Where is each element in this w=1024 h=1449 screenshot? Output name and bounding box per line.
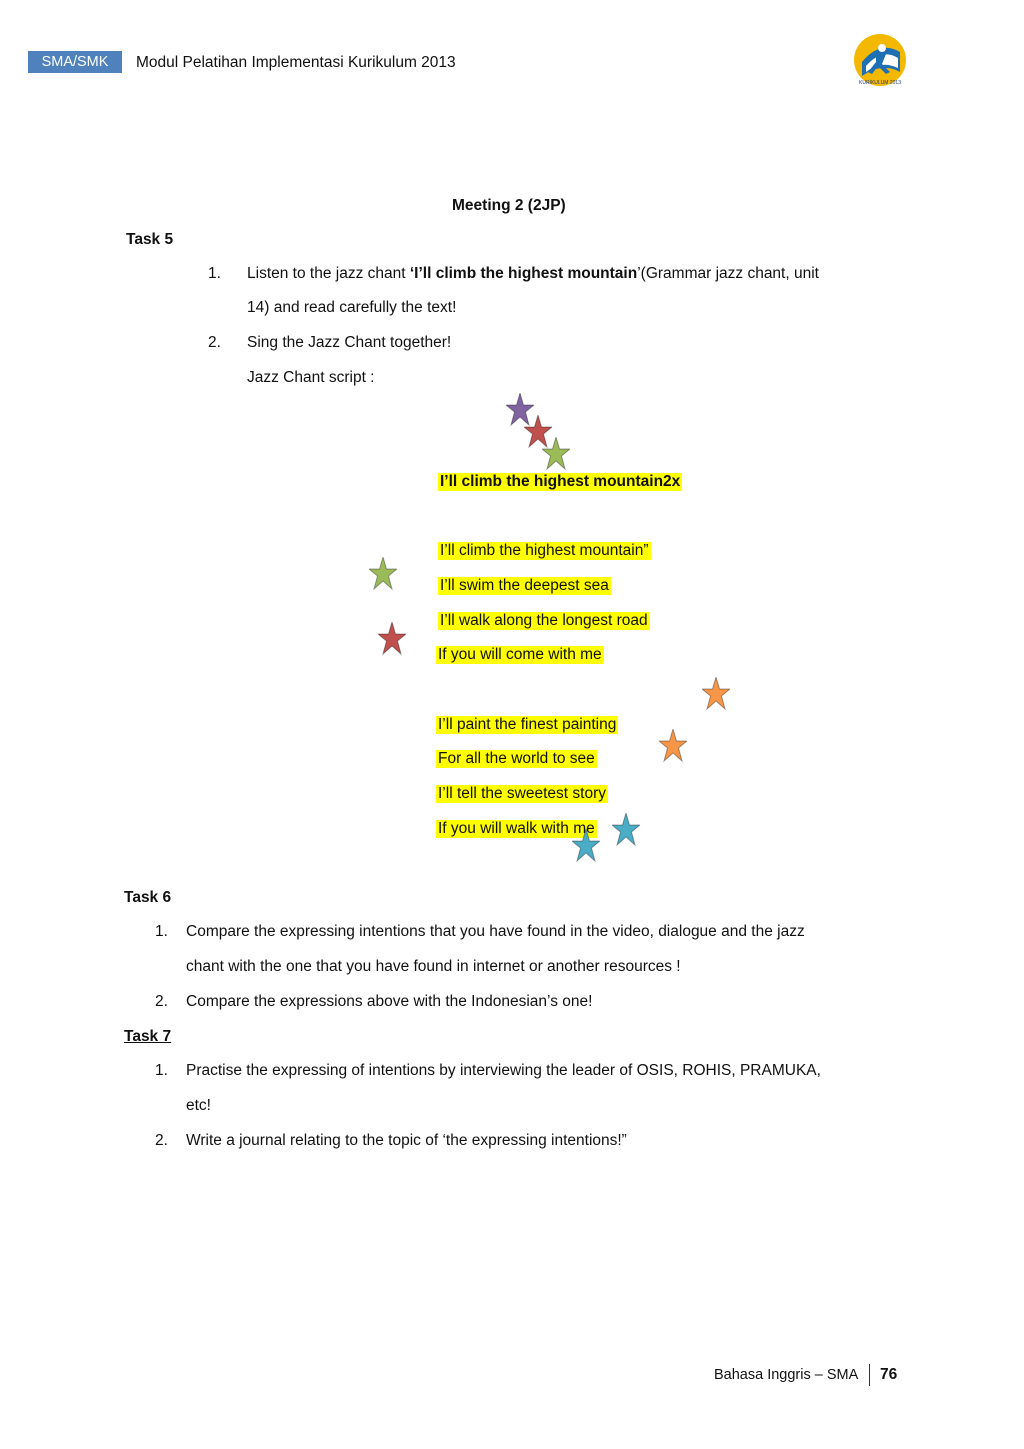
kurikulum-2013-logo [852, 32, 908, 88]
chant-title: I’ll climb the highest mountain2x [440, 473, 681, 490]
task5-item1-post: ’(Grammar jazz chant, unit [637, 265, 819, 282]
header-badge: SMA/SMK [28, 51, 122, 73]
task7-item2-number: 2. [155, 1132, 168, 1149]
task6-item1-number: 1. [155, 923, 168, 940]
task6-item1-cont: chant with the one that you have found in internet or another resources ! [186, 958, 681, 975]
chant-line: I’ll paint the finest painting [438, 716, 617, 733]
footer-subject: Bahasa Inggris – SMA [714, 1367, 859, 1383]
task6-item2: Compare the expressions above with the Indonesian’s one! [186, 993, 593, 1010]
chant-line: I’ll tell the sweetest story [438, 785, 606, 802]
header-title: Modul Pelatihan Implementasi Kurikulum 2013 [136, 54, 456, 71]
task7-item1-number: 1. [155, 1062, 168, 1079]
task7-item2: Write a journal relating to the topic of ‘the expressing intentions!” [186, 1132, 627, 1149]
task5-item1 [247, 265, 819, 283]
task7-heading: Task 7 [124, 1028, 172, 1045]
star-icon [702, 677, 730, 711]
svg-text:KURIKULUM 2013: KURIKULUM 2013 [859, 80, 901, 86]
chant-line: If you will come with me [438, 646, 602, 663]
task5-item1-number: 1. [208, 265, 221, 282]
task5-item2-cont: Jazz Chant script : [247, 369, 375, 386]
task7-item1: Practise the expressing of intentions by interviewing the leader of OSIS, ROHIS, PRAMUKA, [186, 1062, 821, 1079]
chant-line: I’ll walk along the longest road [440, 612, 648, 629]
chant-line: If you will walk with me [438, 820, 595, 837]
task5-heading: Task 5 [126, 231, 174, 248]
task5-item2-number: 2. [208, 334, 221, 351]
task5-item1-pre: Listen to the jazz chant [247, 265, 410, 282]
task5-item1-cont: 14) and read carefully the text! [247, 299, 457, 316]
chant-line: I’ll swim the deepest sea [440, 577, 609, 594]
task6-item2-number: 2. [155, 993, 168, 1010]
chant-line: For all the world to see [438, 750, 595, 767]
task6-heading: Task 6 [124, 889, 172, 906]
footer-separator [869, 1364, 870, 1386]
meeting-title: Meeting 2 (2JP) [452, 197, 566, 214]
chant-line: I’ll climb the highest mountain” [440, 542, 649, 559]
chant-name: ‘I’ll climb the highest mountain [409, 265, 638, 282]
star-icon [612, 813, 640, 847]
star-icon [542, 437, 570, 471]
star-icon [572, 829, 600, 863]
star-icon [369, 557, 397, 591]
task6-item1: Compare the expressing intentions that you have found in the video, dialogue and the jazz [186, 923, 805, 940]
task5-item2: Sing the Jazz Chant together! [247, 334, 452, 351]
task7-item1-cont: etc! [186, 1097, 211, 1114]
star-icon [378, 622, 406, 656]
page-number: 76 [880, 1366, 898, 1383]
star-icon [659, 729, 687, 763]
